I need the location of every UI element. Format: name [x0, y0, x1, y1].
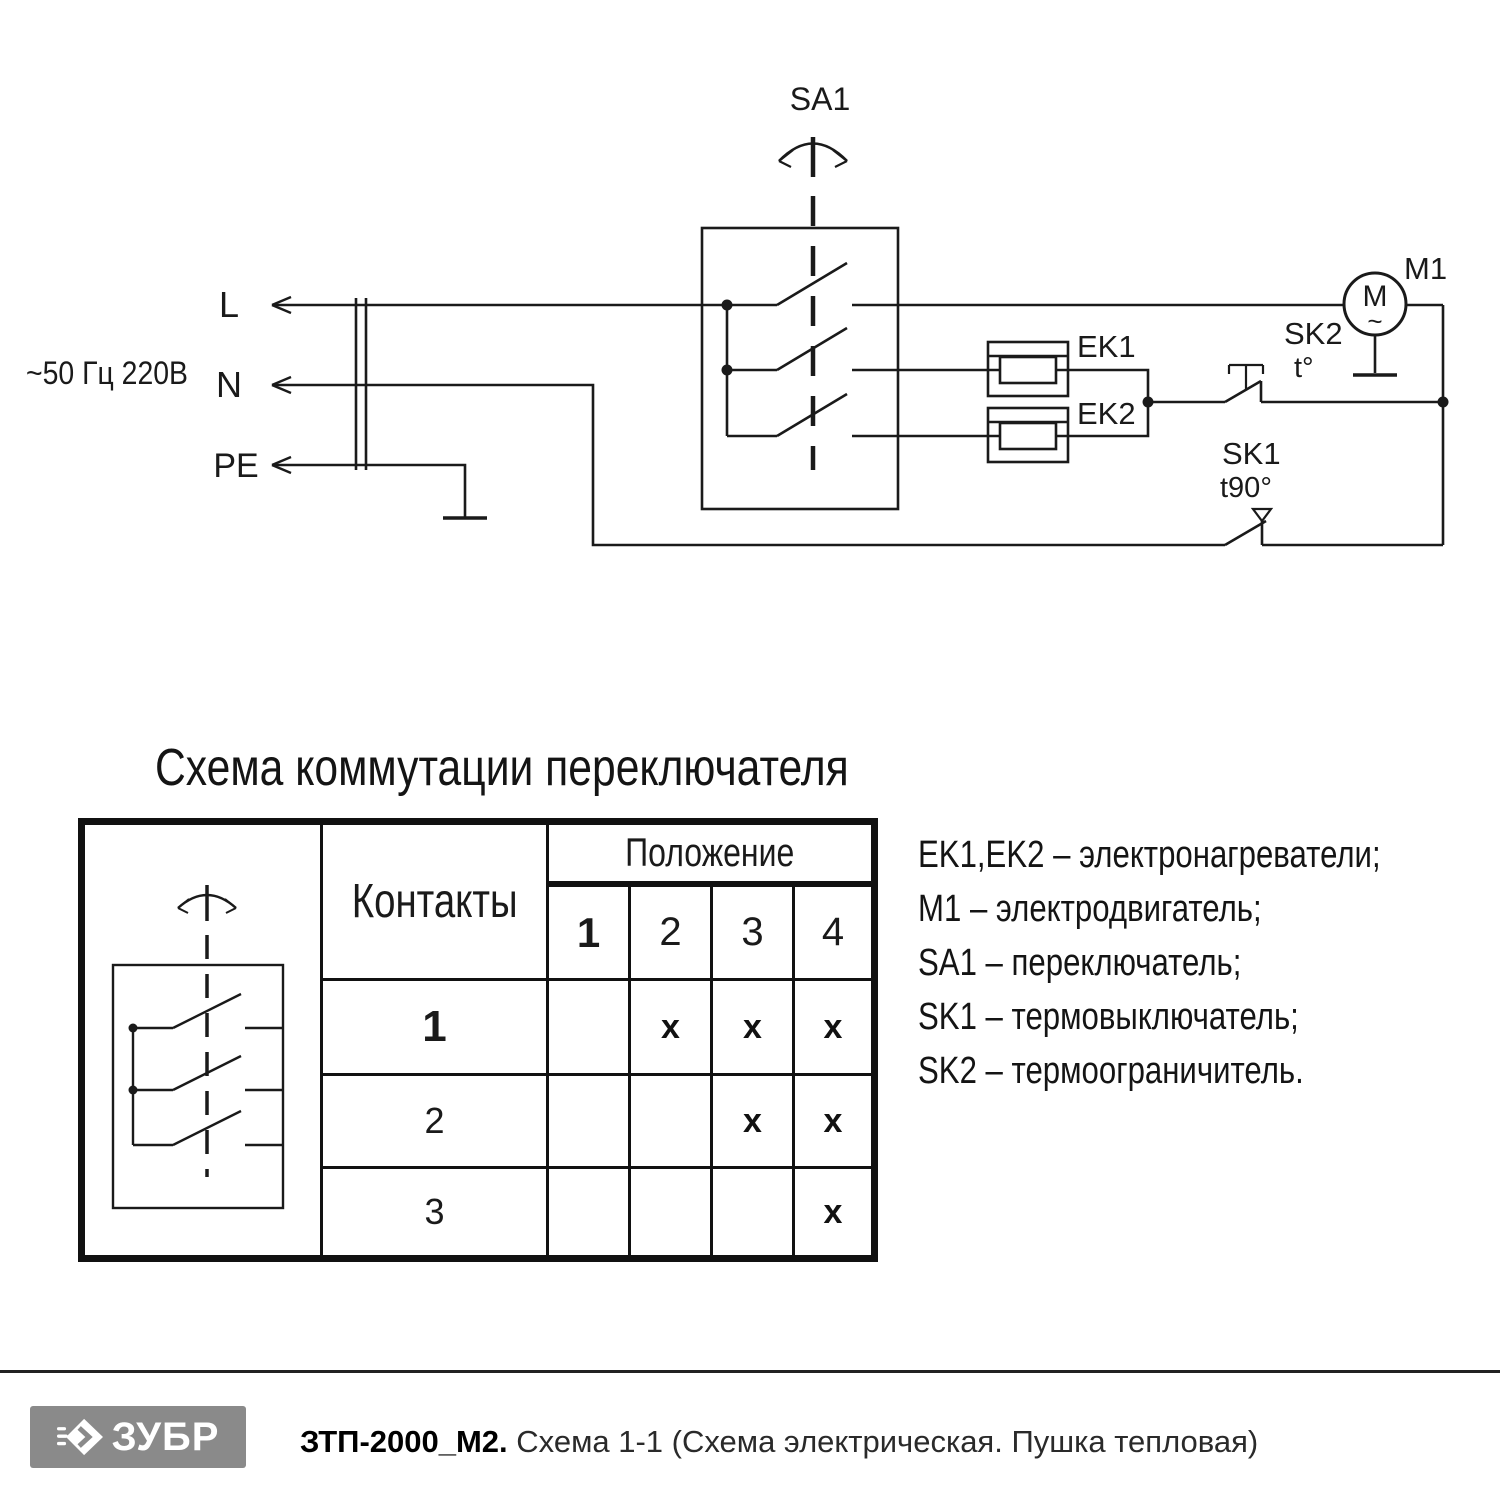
mark-cell [549, 1076, 628, 1166]
ek1-label: EK1 [1077, 329, 1136, 364]
sa1-rotary-handle [779, 137, 847, 470]
switch-symbol-mini [85, 825, 322, 1255]
m1-motor [1344, 273, 1443, 375]
m1-label: M1 [1404, 251, 1448, 286]
sa1-contact-2 [727, 328, 988, 370]
mark-cell [631, 1076, 710, 1166]
sk2-temp-label: t° [1294, 352, 1314, 384]
sa1-contact-1 [777, 263, 1344, 305]
position-column-1: 1 [576, 908, 601, 956]
position-header: Положение [624, 830, 795, 875]
electrical-schematic [0, 0, 1500, 620]
ek2-label: EK2 [1077, 396, 1136, 431]
legend-item: SK1 – термовыключатель; [918, 995, 1299, 1038]
terminal-label-pe: PE [213, 447, 259, 485]
mark-cell: x [823, 1101, 843, 1140]
model-number: ЗТП-2000_М2. [300, 1424, 508, 1459]
legend-item: EK1,EK2 – электронагреватели; [918, 833, 1381, 876]
mark-cell [713, 1169, 792, 1255]
legend-item: M1 – электродвигатель; [918, 887, 1262, 930]
zubr-logo [30, 1406, 246, 1468]
junction-dot [1438, 397, 1449, 408]
mark-cell: x [823, 1007, 843, 1046]
mark-cell: x [823, 1192, 843, 1231]
contact-row-label: 3 [424, 1191, 445, 1232]
motor-phase-symbol: ~ [1367, 306, 1383, 336]
footer-separator [0, 1370, 1500, 1373]
schema-subtitle: Схема 1-1 (Схема электрическая. Пушка тепловая) [516, 1424, 1259, 1459]
commutation-title: Схема коммутации переключателя [155, 739, 849, 797]
terminal-label-l: L [218, 284, 240, 325]
zubr-logo-text: ЗУБР [111, 1414, 220, 1459]
mark-cell [549, 981, 628, 1073]
sk1-label: SK1 [1222, 436, 1281, 471]
legend [918, 828, 1482, 1098]
legend-item: SK2 – термоограничитель. [918, 1049, 1304, 1092]
motor-letter: M [1362, 280, 1388, 313]
terminal-label-n: N [216, 364, 242, 405]
legend-item: SA1 – переключатель; [918, 941, 1242, 984]
zubr-logo-icon [57, 1414, 103, 1460]
mark-cell: x [743, 1007, 762, 1046]
sa1-label: SA1 [789, 81, 851, 117]
position-column-4: 4 [821, 910, 845, 954]
sk2-thermal-limiter [1225, 365, 1443, 402]
power-rating-label: ~50 Гц 220В [26, 355, 188, 391]
mark-cell [549, 1169, 628, 1255]
sk1-temp-label: t90° [1220, 472, 1272, 504]
contact-row-label: 2 [424, 1100, 445, 1141]
ek2-heater [988, 408, 1068, 462]
position-column-2: 2 [659, 910, 682, 954]
sk2-label: SK2 [1284, 316, 1343, 351]
contacts-header: Контакты [351, 875, 518, 928]
mark-cell [631, 1169, 710, 1255]
contact-row-label: 1 [422, 1002, 447, 1051]
junction-dot [722, 300, 733, 311]
sk1-thermal-switch [1225, 509, 1443, 545]
sa1-contact-3 [727, 394, 988, 436]
position-column-3: 3 [741, 910, 764, 954]
mark-cell: x [743, 1101, 762, 1140]
line-pe [272, 465, 465, 517]
ek1-heater [988, 342, 1068, 396]
footer-caption [300, 1424, 1258, 1460]
mark-cell: x [661, 1007, 680, 1046]
